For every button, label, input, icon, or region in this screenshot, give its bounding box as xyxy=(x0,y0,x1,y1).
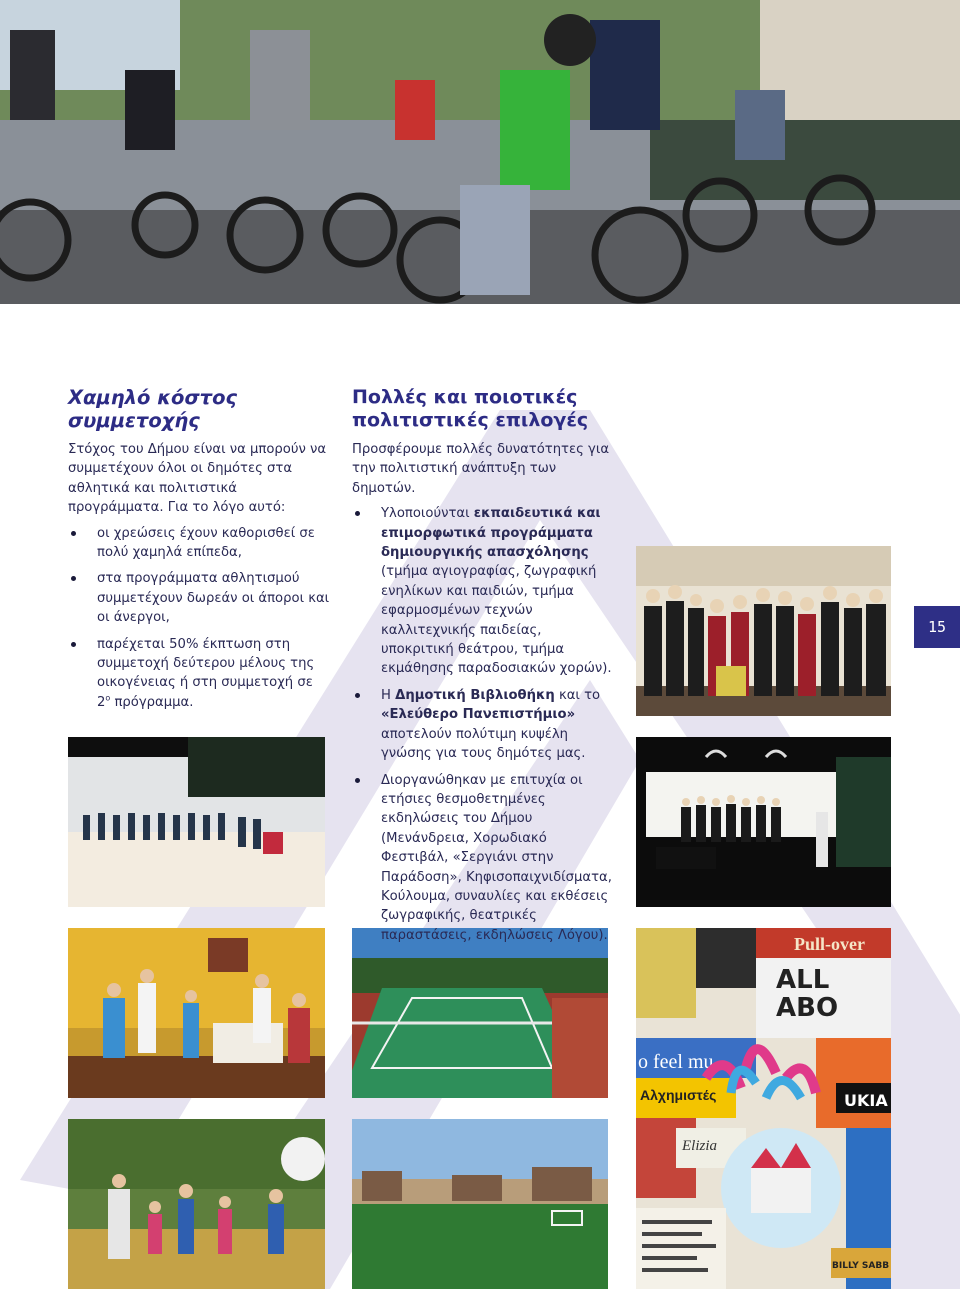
culture-list xyxy=(352,504,614,945)
photo-folk-dance-circle xyxy=(68,737,325,907)
photo-tennis-courts xyxy=(352,928,608,1098)
photo-folk-costume-group xyxy=(636,546,891,716)
low-cost-intro: Στόχος του Δήμου είναι να μπορούν να συμμετέχουν όλοι οι δημότες στα αθλητικά και πολιτιστικά προγράμματα. Για το λόγο αυτό: xyxy=(68,442,327,516)
photo-theater-play xyxy=(68,928,325,1098)
svg-text:ALL: ALL xyxy=(776,965,830,995)
list-item: Η Δημοτική Βιβλιοθήκη και το «Ελεύθερο Πανεπιστήμιο» αποτελούν πολύτιμη κυψέλη γνώσης για τους δημότες μας. xyxy=(352,686,614,764)
collage-elizia-text: Elizia xyxy=(682,1138,718,1154)
low-cost-list xyxy=(68,524,330,713)
photo-choir-concert xyxy=(636,737,891,907)
list-item: παρέχεται 50% έκπτωση στη συμμετοχή δεύτερου μέλους της οικογένειας ή στη συμμετοχή σε $2^o$ πρόγραμμα. xyxy=(68,635,330,713)
collage-ukia-text: UKIA xyxy=(844,1091,888,1110)
list-item: Διοργανώθηκαν με επιτυχία οι ετήσιες θεσμοθετημένες εκδηλώσεις του Δήμου (Μενάνδρεια, Χορωδιακό Φεστιβάλ, «Σεργιάνι στην Παράδοση», Κηφισοπαιχνιδίσματα, Κούλουμα, συναυλίες και εκθέσεις ζωγραφικής, θεατρικές παραστάσεις, εκδηλώσεις Λόγου). xyxy=(352,771,614,946)
low-cost-heading: Χαμηλό κόστος συμμετοχής xyxy=(68,386,238,432)
culture-intro: Προσφέρουμε πολλές δυνατότητες για την πολιτιστική ανάπτυξη των δημοτών. xyxy=(352,442,610,496)
photo-football-field xyxy=(352,1119,608,1289)
middle-column xyxy=(352,386,614,952)
collage-alchimistes-text: Αλχημιστές xyxy=(640,1087,717,1103)
list-item: οι χρεώσεις έχουν καθορισθεί σε πολύ χαμηλά επίπεδα, xyxy=(68,524,330,563)
photo-children-festival xyxy=(68,1119,325,1289)
list-item: στα προγράμματα αθλητισμού συμμετέχουν δωρεάν οι άποροι και οι άνεργοι, xyxy=(68,569,330,627)
list-item: Υλοποιούνται εκπαιδευτικά και επιμορφωτικά προγράμματα δημιουργικής απασχόλησης (τμήμα αγιογραφίας, ζωγραφική ενηλίκων και παιδιών, τμήμα εφαρμοσμένων τεχνών καλλιτεχνικής παιδείας, υποκριτική θεάτρου, τμήμα εκμάθησης παραδοσιακών χορών). xyxy=(352,504,614,679)
page-number-tab: 15 xyxy=(914,606,960,648)
svg-text:ABO: ABO xyxy=(776,993,839,1023)
culture-heading: Πολλές και ποιοτικές πολιτιστικές επιλογές xyxy=(352,386,589,431)
hero-photo-cyclists xyxy=(0,0,960,304)
collage-billy-text: BILLY SABB xyxy=(832,1261,890,1271)
left-column xyxy=(68,386,330,719)
collage-pullover-text: Pull-over xyxy=(794,934,865,954)
photo-art-collage xyxy=(636,928,891,1289)
collage-feel-text: o feel mu xyxy=(638,1051,714,1073)
